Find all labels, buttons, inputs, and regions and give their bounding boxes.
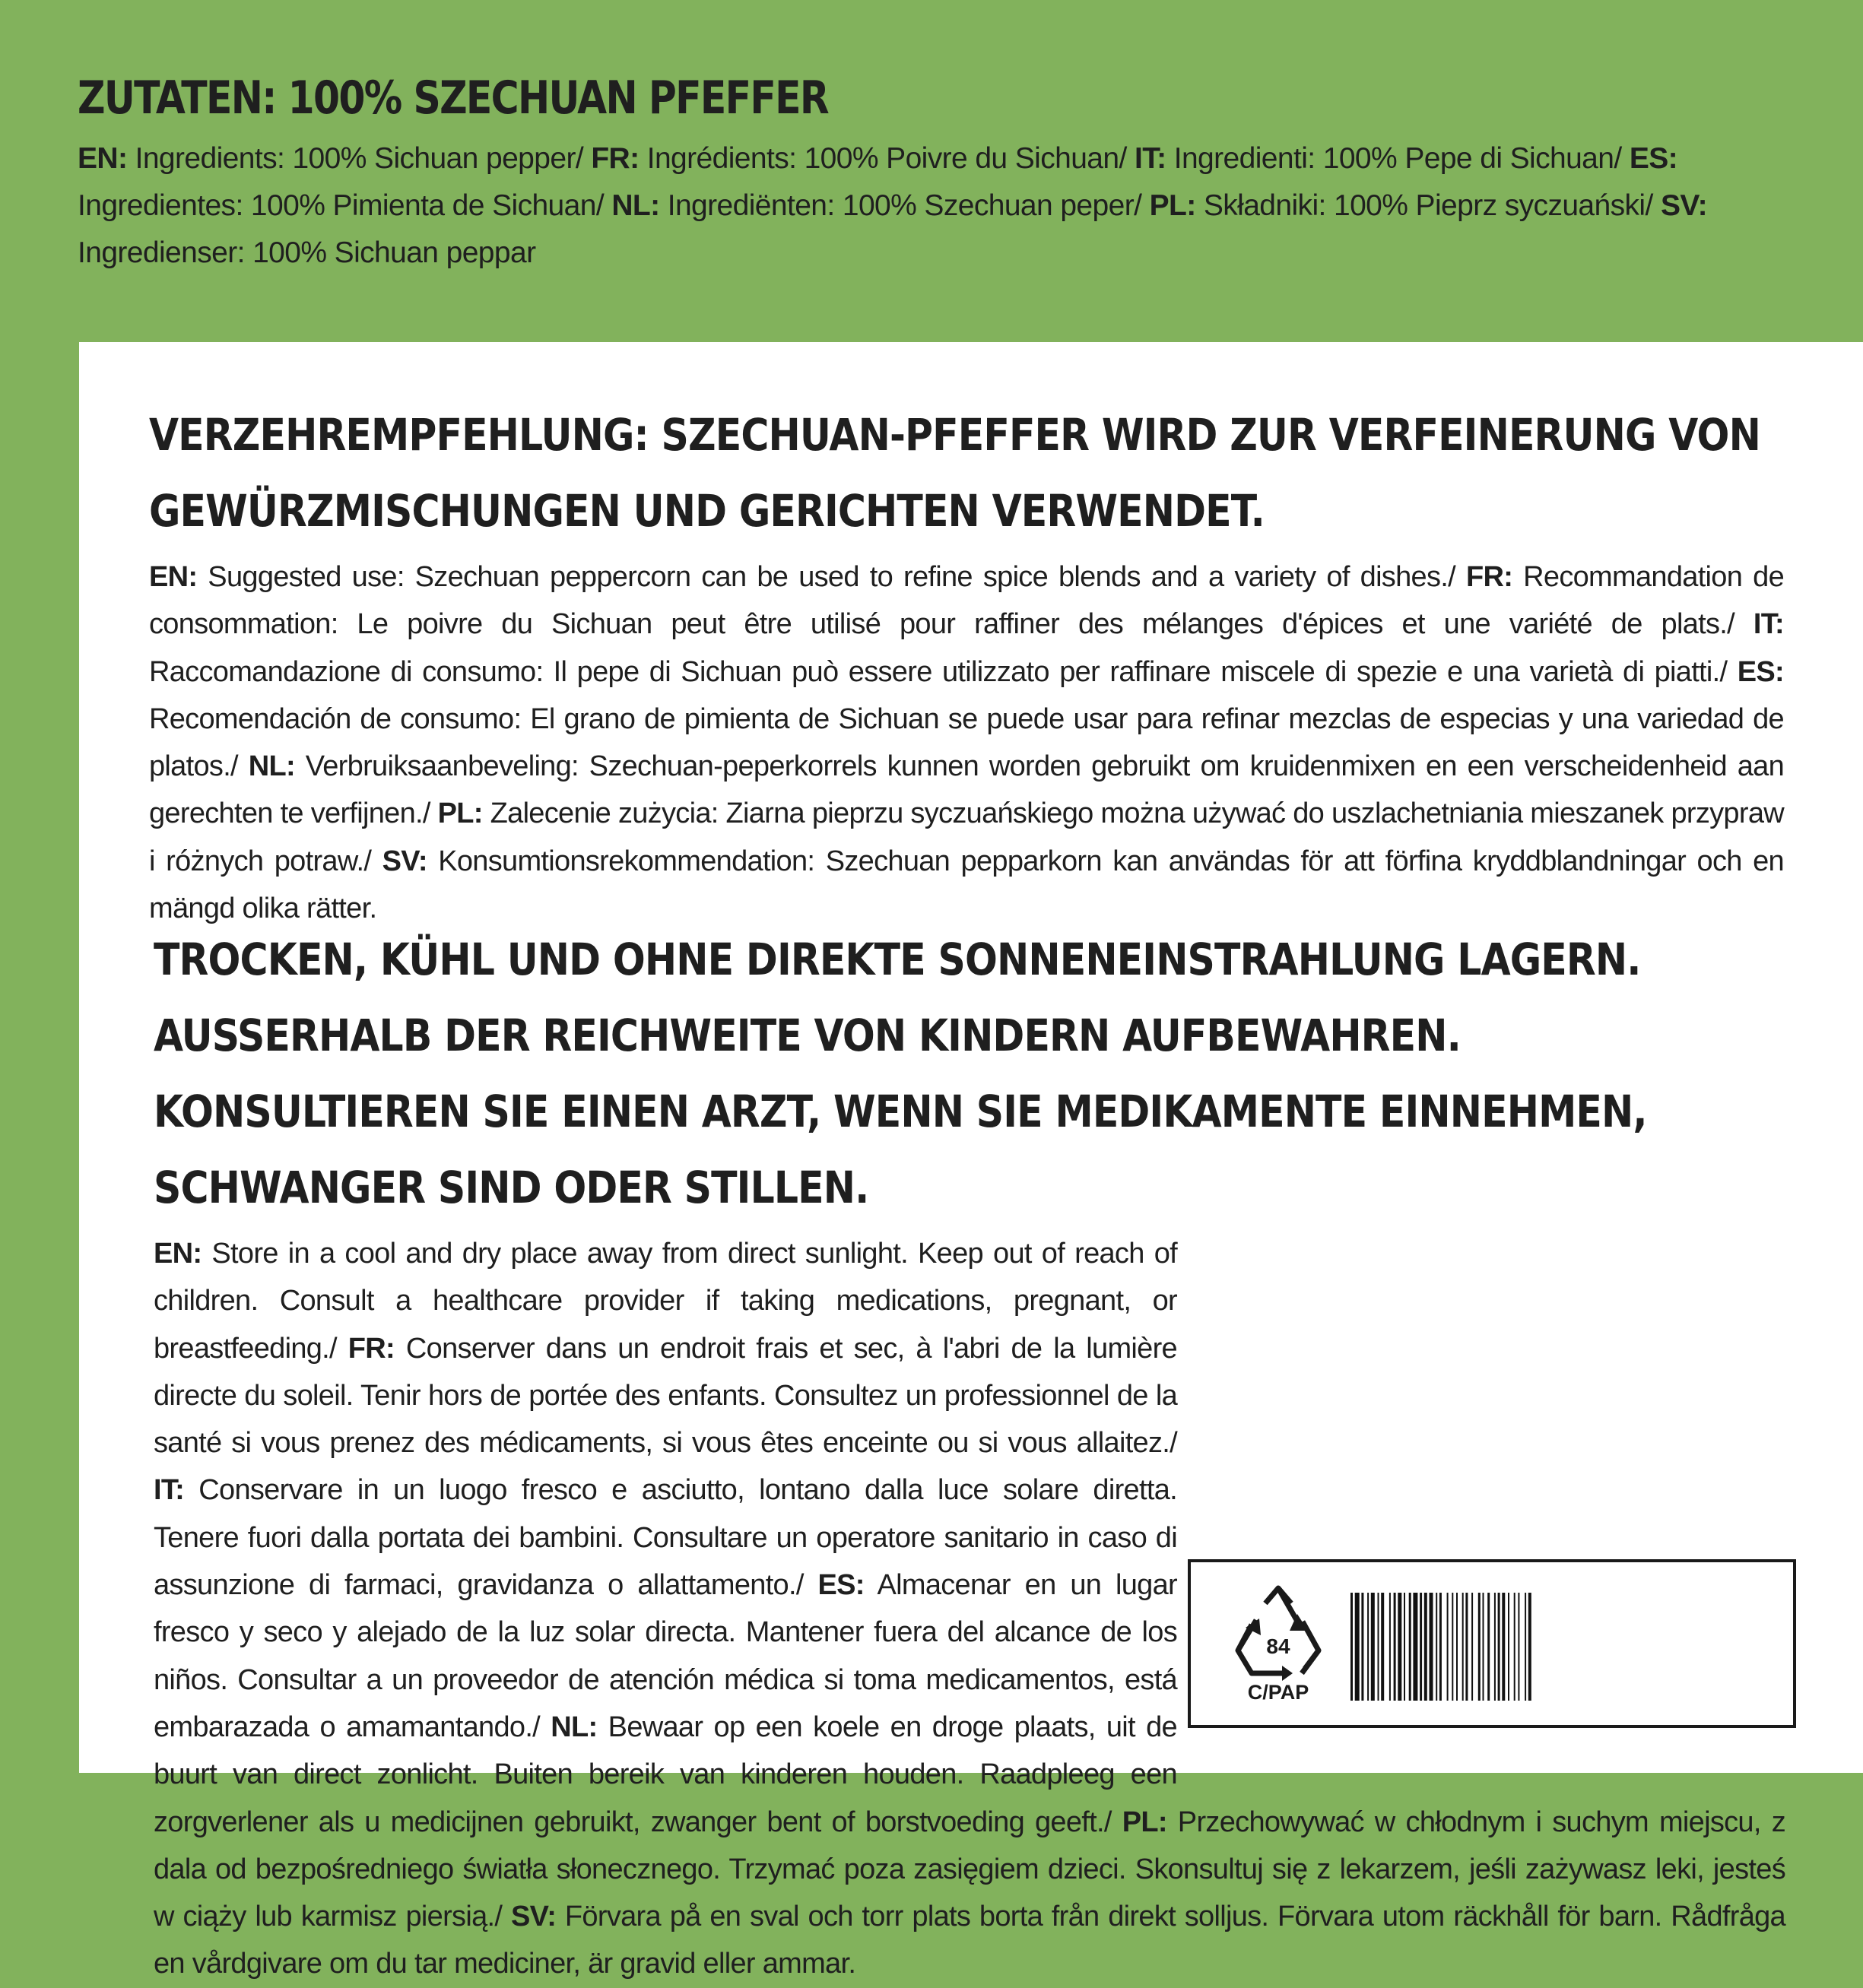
usage-section	[149, 397, 1784, 932]
translation-text: Ingredientes: 100% Pimienta de Sichuan/	[78, 189, 612, 222]
translation-text: Zalecenie zużycia: Ziarna pieprzu syczuańskiego można używać do uszlachetniania mieszanek przypraw i różnych potraw./	[149, 797, 1784, 877]
barcode-bar	[1483, 1593, 1484, 1701]
barcode-bar	[1487, 1593, 1490, 1701]
translation-text: Recomendación de consumo: El grano de pimienta de Sichuan se puede usar para refinar mezclas de especias y una variedad de platos./	[149, 702, 1784, 783]
barcode-bar	[1404, 1593, 1405, 1701]
barcode-bar	[1436, 1593, 1437, 1701]
translation-text: Conserver dans un endroit frais et sec, à l'abri de la lumière directe du soleil. Tenir hors de portée des enfants. Consultez un professionnel de la santé si vous prenez des médicaments, si vous êtes enceinte ou si vous allaitez./	[154, 1332, 1177, 1460]
lang-code: ES:	[1629, 142, 1678, 175]
translation-item	[1150, 189, 1661, 222]
barcode-bar	[1381, 1593, 1384, 1701]
translation-text: Förvara på en sval och torr plats borta från direkt solljus. Förvara utom räckhåll för barn. Rådfråga en vårdgivare om du tar mediciner, är gravid eller ammar.	[154, 1901, 1785, 1980]
barcode-bar	[1525, 1593, 1526, 1701]
barcode-bar	[1398, 1593, 1401, 1701]
translation-text: Konsumtionsrekommendation: Szechuan pepparkorn kan användas för att förfina kryddblandningar och en mängd olika rätter.	[149, 845, 1784, 925]
barcode-bar	[1465, 1593, 1468, 1701]
barcode-bar	[1355, 1593, 1360, 1701]
barcode-bar	[1471, 1593, 1473, 1701]
lang-code: NL:	[248, 750, 295, 783]
lang-code: IT:	[154, 1474, 185, 1507]
lang-code: PL:	[1149, 189, 1196, 222]
lang-code: FR:	[348, 1332, 395, 1365]
recycling-triangle-icon	[1229, 1584, 1328, 1705]
lang-code: EN:	[149, 561, 198, 593]
lang-code: FR:	[591, 142, 640, 175]
barcode-bar	[1371, 1593, 1375, 1701]
barcode-bar	[1478, 1593, 1481, 1701]
barcode-bar	[1439, 1593, 1442, 1701]
translation-item	[1135, 142, 1630, 175]
barcode-bar	[1420, 1593, 1422, 1701]
barcode-bar	[1389, 1593, 1391, 1701]
barcode-bar	[1413, 1593, 1417, 1701]
barcode-bar	[1456, 1593, 1458, 1701]
lang-code: PL:	[437, 797, 483, 830]
translation-text: Ingredienti: 100% Pepe di Sichuan/	[1166, 142, 1630, 175]
lang-code: NL:	[551, 1711, 598, 1743]
translation-text: Raccomandazione di consumo: Il pepe di Sichuan può essere utilizzato per raffinare miscele di spezie e una varietà di piatti./	[149, 655, 1738, 688]
barcode-bar	[1502, 1593, 1505, 1701]
lang-code: IT:	[1753, 608, 1784, 641]
barcode-bar	[1394, 1593, 1396, 1701]
translation-text: Składniki: 100% Pieprz syczuański/	[1195, 189, 1661, 222]
lang-code: EN:	[154, 1238, 202, 1270]
barcode-bar	[1498, 1593, 1500, 1701]
translation-text: Almacenar en un lugar fresco y seco y alejado de la luz solar directa. Mantener fuera del alcance de los niños. Consultar a un proveedor de atención médica si toma medicamentos, está embarazada o amamantando./	[154, 1569, 1177, 1743]
barcode-bar	[1409, 1593, 1411, 1701]
lang-code: ES:	[1737, 655, 1784, 688]
lang-code: SV:	[1660, 189, 1708, 222]
recycling-code: 84	[1266, 1634, 1290, 1658]
translation-text: Suggested use: Szechuan peppercorn can be used to refine spice blends and a variety of dishes./	[197, 561, 1466, 593]
translation-text: Ingredients: 100% Sichuan pepper/	[127, 142, 592, 175]
storage-section	[154, 921, 1785, 1988]
barcode-bar	[1462, 1593, 1464, 1701]
barcode	[1350, 1593, 1776, 1701]
ingredients-section	[78, 72, 1796, 277]
barcode-bar	[1367, 1593, 1369, 1701]
translation-text: Conservare in un luogo fresco e asciutto, lontano dalla luce solare diretta. Tenere fuori dalla portata dei bambini. Consultare un operatore sanitario in caso di assunzione di farmaci, gravidanza o allattamento./	[154, 1474, 1177, 1602]
barcode-bar	[1350, 1593, 1353, 1701]
usage-heading: VERZEHREMPFEHLUNG: SZECHUAN-PFEFFER WIRD ZUR VERFEINERUNG VON GEWÜRZMISCHUNGEN UND GERICHTEN VERWENDET.	[149, 409, 1760, 537]
lang-code: SV:	[382, 845, 427, 877]
barcode-bar	[1424, 1593, 1427, 1701]
translation-text: Bewaar op een koele en droge plaats, uit de buurt van direct zonlicht. Buiten bereik van kinderen houden. Raadpleeg een zorgverlener als u medicijnen gebruikt, zwanger bent of borstvoeding geeft./	[154, 1711, 1177, 1838]
translation-text: Store in a cool and dry place away from direct sunlight. Keep out of reach of children. Consult a healthcare provider if taking medications, pregnant, or breastfeeding./	[154, 1238, 1177, 1365]
barcode-bar	[1447, 1593, 1449, 1701]
barcode-bar	[1378, 1593, 1379, 1701]
lang-code: PL:	[1122, 1806, 1167, 1838]
barcode-bar	[1518, 1593, 1519, 1701]
translation-text: Ingrediënten: 100% Szechuan peper/	[659, 189, 1150, 222]
label-panel	[79, 342, 1863, 1980]
translation-item	[591, 142, 1135, 175]
translation-text: Recommandation de consommation: Le poivre du Sichuan peut être utilisé pour raffiner des mélanges d'épices et une variété de plats./	[149, 561, 1784, 641]
translation-text: Ingredienser: 100% Sichuan peppar	[78, 236, 536, 269]
storage-heading: TROCKEN, KÜHL UND OHNE DIREKTE SONNENEINSTRAHLUNG LAGERN. AUSSERHALB DER REICHWEITE VON KINDERN AUFBEWAHREN. KONSULTIEREN SIE EINEN ARZT, WENN SIE MEDIKAMENTE EINNEHMEN, SCHWANGER SIND ODER STILLEN.	[154, 934, 1647, 1213]
translation-text: Ingrédients: 100% Poivre du Sichuan/	[639, 142, 1135, 175]
lang-code: FR:	[1465, 561, 1513, 593]
translation-item	[78, 142, 591, 175]
lang-code: ES:	[817, 1569, 865, 1602]
lang-code: SV:	[511, 1901, 557, 1933]
ingredients-translations	[78, 135, 1796, 277]
lang-code: EN:	[78, 142, 128, 175]
barcode-bar	[1528, 1593, 1531, 1701]
barcode-bar	[1361, 1593, 1363, 1701]
translation-text: Przechowywać w chłodnym i suchym miejscu, z dala od bezpośredniego światła słonecznego. Trzymać poza zasięgiem dzieci. Skonsultuj się z lekarzem, jeśli zażywasz leki, jesteś w ciąży lub karmisz piersią./	[154, 1806, 1785, 1933]
translation-item	[611, 189, 1149, 222]
barcode-bar	[1430, 1593, 1433, 1701]
packaging-code-box	[1188, 1559, 1796, 1728]
translation-text: Verbruiksaanbeveling: Szechuan-peperkorrels kunnen worden gebruikt om kruidenmixen en een verscheidenheid aan gerechten te verfijnen./	[149, 750, 1785, 830]
barcode-bar	[1452, 1593, 1453, 1701]
barcode-bar	[1494, 1593, 1496, 1701]
barcode-bar	[1514, 1593, 1515, 1701]
ingredients-title: ZUTATEN: 100% SZECHUAN PFEFFER	[78, 71, 829, 125]
usage-translations	[149, 553, 1784, 932]
lang-code: NL:	[611, 189, 660, 222]
lang-code: IT:	[1134, 142, 1166, 175]
barcode-bar	[1508, 1593, 1509, 1701]
recycling-material: C/PAP	[1247, 1681, 1309, 1704]
